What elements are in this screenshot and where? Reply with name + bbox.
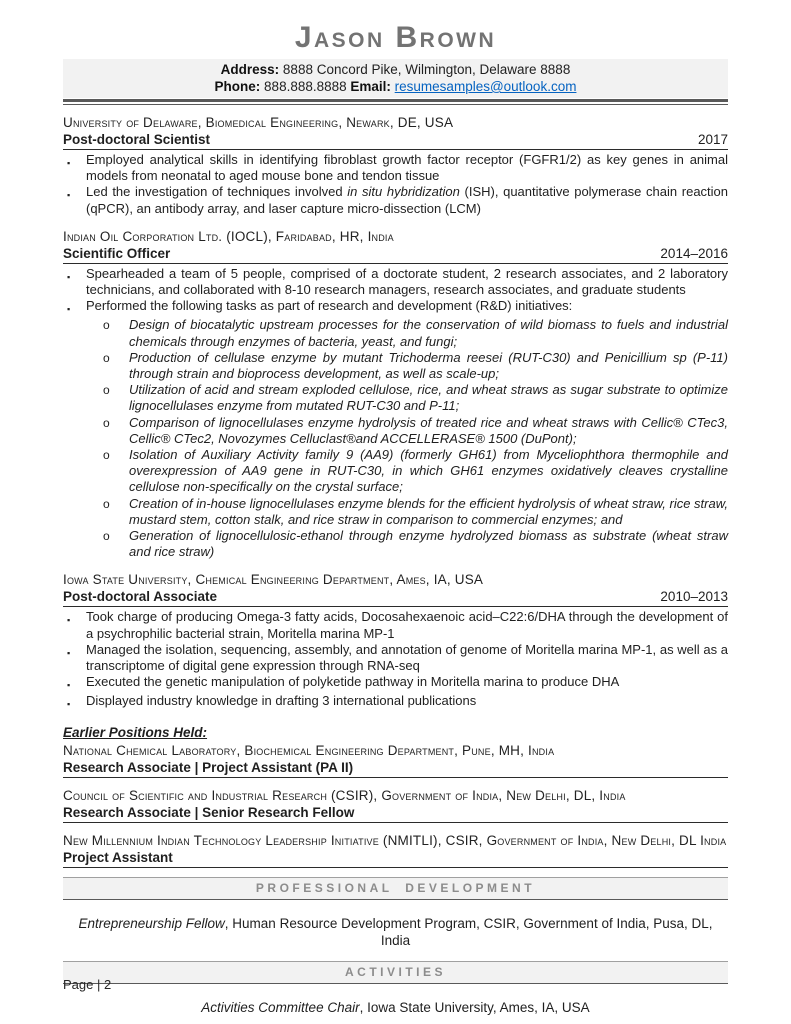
bullet-text (86, 184, 728, 216)
circle-bullet-marker: o (103, 496, 110, 511)
bullet-item (63, 184, 728, 216)
circle-bullet-marker: o (103, 448, 110, 463)
experience-list (63, 114, 728, 713)
bullet-item (63, 693, 728, 712)
company-line: New Millennium Indian Technology Leadership Initiative (NMITLI), CSIR, Government of India, New Delhi, DL India (63, 832, 727, 848)
company-line: University of Delaware, Biomedical Engineering, Newark, DE, USA (63, 115, 454, 130)
company-line: Council of Scientific and Industrial Research (CSIR), Government of India, New Delhi, DL, India (63, 787, 626, 803)
text-segment: Took charge of producing Omega-3 fatty acids, Docosahexaenoic acid–C22:6/DHA through the development of a psychrophilic bacterial strain, Moritella marina MP-1 (86, 609, 728, 641)
experience-section (63, 571, 728, 712)
resume-name: Jason Brown (294, 21, 497, 54)
phone-label: Phone: (214, 79, 261, 94)
section-entry (63, 999, 728, 1016)
phone-value: 888.888.8888 (260, 79, 351, 94)
job-title-row (63, 849, 728, 868)
italic-text: in situ hybridization (347, 184, 460, 200)
bullet-text (129, 350, 728, 382)
bullet-item (63, 382, 728, 414)
header-thick-thin-rule (63, 99, 728, 105)
italic-text: Generation of lignocellulosic-ethanol through enzyme hydrolyzed biomass as substrate (wheat straw and rice straw) (129, 528, 728, 560)
bullet-item (63, 496, 728, 528)
bullet-text (86, 266, 728, 298)
contact-phone-email-line (63, 78, 728, 95)
email-link[interactable]: resumesamples@outlook.com (394, 79, 577, 94)
text-segment: Performed the following tasks as part of research and development (R&D) initiatives: (86, 298, 573, 314)
job-title: Research Associate | Senior Research Fellow (63, 804, 355, 820)
circle-bullet-marker: o (103, 415, 110, 430)
job-title-row (63, 588, 728, 607)
contact-address-line (63, 61, 728, 78)
bullet-text (129, 496, 728, 528)
company-line: National Chemical Laboratory, Biochemical Engineering Department, Pune, MH, India (63, 742, 555, 758)
text-segment: Spearheaded a team of 5 people, comprised of a doctorate student, 2 research associates, and 2 laboratory technicians, and collaborated with 8-10 research managers, research associates, and graduate students (86, 265, 728, 298)
email-label: Email: (350, 79, 391, 94)
earlier-position-entry (63, 832, 728, 868)
bullet-text (86, 298, 728, 317)
square-bullet-marker: ▪ (67, 647, 71, 658)
address-label: Address: (220, 62, 280, 77)
square-bullet-marker: ▪ (67, 699, 71, 710)
italic-text: Isolation of Auxiliary Activity family 9 (AA9) (formerly GH61) from Myceliophthora thermophile and overexpression of AA9 gene in RUT-C30, in which GH61 enzymes oxidatively cleaves crystalline cellulose non-specifically on the crystal surface; (129, 447, 728, 495)
company-line: Iowa State University, Chemical Engineering Department, Ames, IA, USA (63, 572, 484, 588)
square-bullet-marker: ▪ (67, 615, 71, 626)
square-bullet-marker: ▪ (67, 158, 71, 168)
earlier-positions-list (63, 742, 728, 868)
italic-text: Utilization of acid and stream exploded cellulose, rice, and wheat straws as sugar substrate to optimize lignocellulases enzyme from mutated RUT-C30 and P-11; (129, 382, 728, 414)
bullet-item (63, 642, 728, 674)
company-line: Indian Oil Corporation Ltd. (IOCL), Faridabad, HR, India (63, 228, 394, 244)
address-value: 8888 Concord Pike, Wilmington, Delaware 8888 (279, 62, 571, 77)
text-segment: Led the investigation of techniques involved (86, 184, 348, 200)
bullet-item (63, 350, 728, 382)
page-number: Page | 2 (63, 977, 112, 992)
experience-section (63, 228, 728, 561)
bullet-text (129, 447, 728, 496)
job-title-row (63, 131, 728, 150)
bullet-text (86, 152, 728, 184)
italic-text: Activities Committee Chair (201, 999, 360, 1015)
job-title: Post-doctoral Scientist (63, 132, 211, 147)
circle-bullet-marker: o (103, 529, 110, 544)
text-segment: Displayed industry knowledge in drafting 3 international publications (86, 693, 477, 709)
bullet-text (129, 317, 728, 349)
bullet-item (63, 609, 728, 641)
extra-sections (63, 877, 728, 1016)
bullet-text (86, 693, 728, 712)
text-segment: Executed the genetic manipulation of polyketide pathway in Moritella marina to produce DHA (86, 674, 620, 690)
italic-text: Comparison of lignocellulases enzyme hydrolysis of treated rice and wheat straws with Cellic® CTec3, Cellic® CTec2, Novozymes Celluclast®and ACCELLERASE® 1500 (DuPont); (129, 414, 728, 446)
job-title-row (63, 804, 728, 823)
earlier-position-entry (63, 742, 728, 778)
circle-bullet-marker: o (103, 383, 110, 398)
bullet-text (86, 642, 728, 674)
italic-text: Design of biocatalytic upstream processes for the conservation of wild biomass to fuels and industrial chemicals through enzymes of bacteria, yeast, and fungi; (129, 317, 728, 349)
bullet-item (63, 317, 728, 349)
bullet-item (63, 674, 728, 693)
bullet-item (63, 266, 728, 298)
bullet-text (129, 382, 728, 414)
text-segment: , Human Resource Development Program, CSIR, Government of India, Pusa, DL, India (224, 915, 713, 948)
bullet-item (63, 528, 728, 560)
bullet-item (63, 447, 728, 496)
square-bullet-marker: ▪ (67, 190, 71, 201)
bullet-item (63, 415, 728, 447)
text-segment: , Iowa State University, Ames, IA, USA (359, 999, 590, 1015)
earlier-positions-heading: Earlier Positions Held: (63, 724, 208, 740)
bullet-text (129, 415, 728, 447)
earlier-position-entry (63, 787, 728, 823)
bullet-item (63, 298, 728, 317)
job-dates: 2014–2016 (660, 245, 728, 261)
section-entry (63, 915, 728, 949)
text-segment: Managed the isolation, sequencing, assembly, and annotation of genome of Moritella marina MP-1, as well as a transcriptome of digital gene expression through RNA-seq (86, 641, 728, 674)
circle-bullet-marker: o (103, 318, 110, 333)
contact-band (63, 59, 728, 98)
bullet-item (63, 152, 728, 184)
square-bullet-marker: ▪ (67, 680, 71, 691)
bullet-text (86, 609, 728, 641)
job-title: Post-doctoral Associate (63, 589, 218, 605)
bullet-text (129, 528, 728, 560)
job-title: Project Assistant (63, 849, 173, 865)
section-heading-band: ACTIVITIES (63, 961, 728, 984)
job-dates: 2017 (697, 132, 728, 147)
job-dates: 2010–2013 (660, 589, 728, 605)
square-bullet-marker: ▪ (67, 304, 71, 315)
circle-bullet-marker: o (103, 350, 110, 365)
italic-text: Production of cellulase enzyme by mutant Trichoderma reesei (RUT-C30) and Penicillium sp (P-11) through strain and bioprocess development, as well as scale-up; (129, 349, 728, 382)
text-segment: (ISH), quantitative polymerase chain reaction (qPCR), an antibody array, and laser capture micro-dissection (LCM) (86, 184, 729, 216)
italic-text: Creation of in-house lignocellulases enzyme blends for the efficient hydrolysis of wheat straw, rice straw, mustard stem, cotton stalk, and rice straw in comparison to commercial enzymes; and (129, 495, 729, 527)
job-title-row (63, 759, 728, 778)
bullet-text (86, 674, 728, 693)
job-title: Research Associate | Project Assistant (PA II) (63, 759, 354, 775)
square-bullet-marker: ▪ (67, 271, 71, 282)
experience-section (63, 114, 728, 217)
text-segment: Employed analytical skills in identifying fibroblast growth factor receptor (FGFR1/2) as key genes in animal models from neonatal to aged mouse bone and tendon tissue (86, 152, 728, 184)
job-title: Scientific Officer (63, 245, 171, 261)
section-heading-band: PROFESSIONAL DEVELOPMENT (63, 877, 728, 900)
italic-text: Entrepreneurship Fellow (78, 915, 225, 931)
job-title-row (63, 245, 728, 264)
